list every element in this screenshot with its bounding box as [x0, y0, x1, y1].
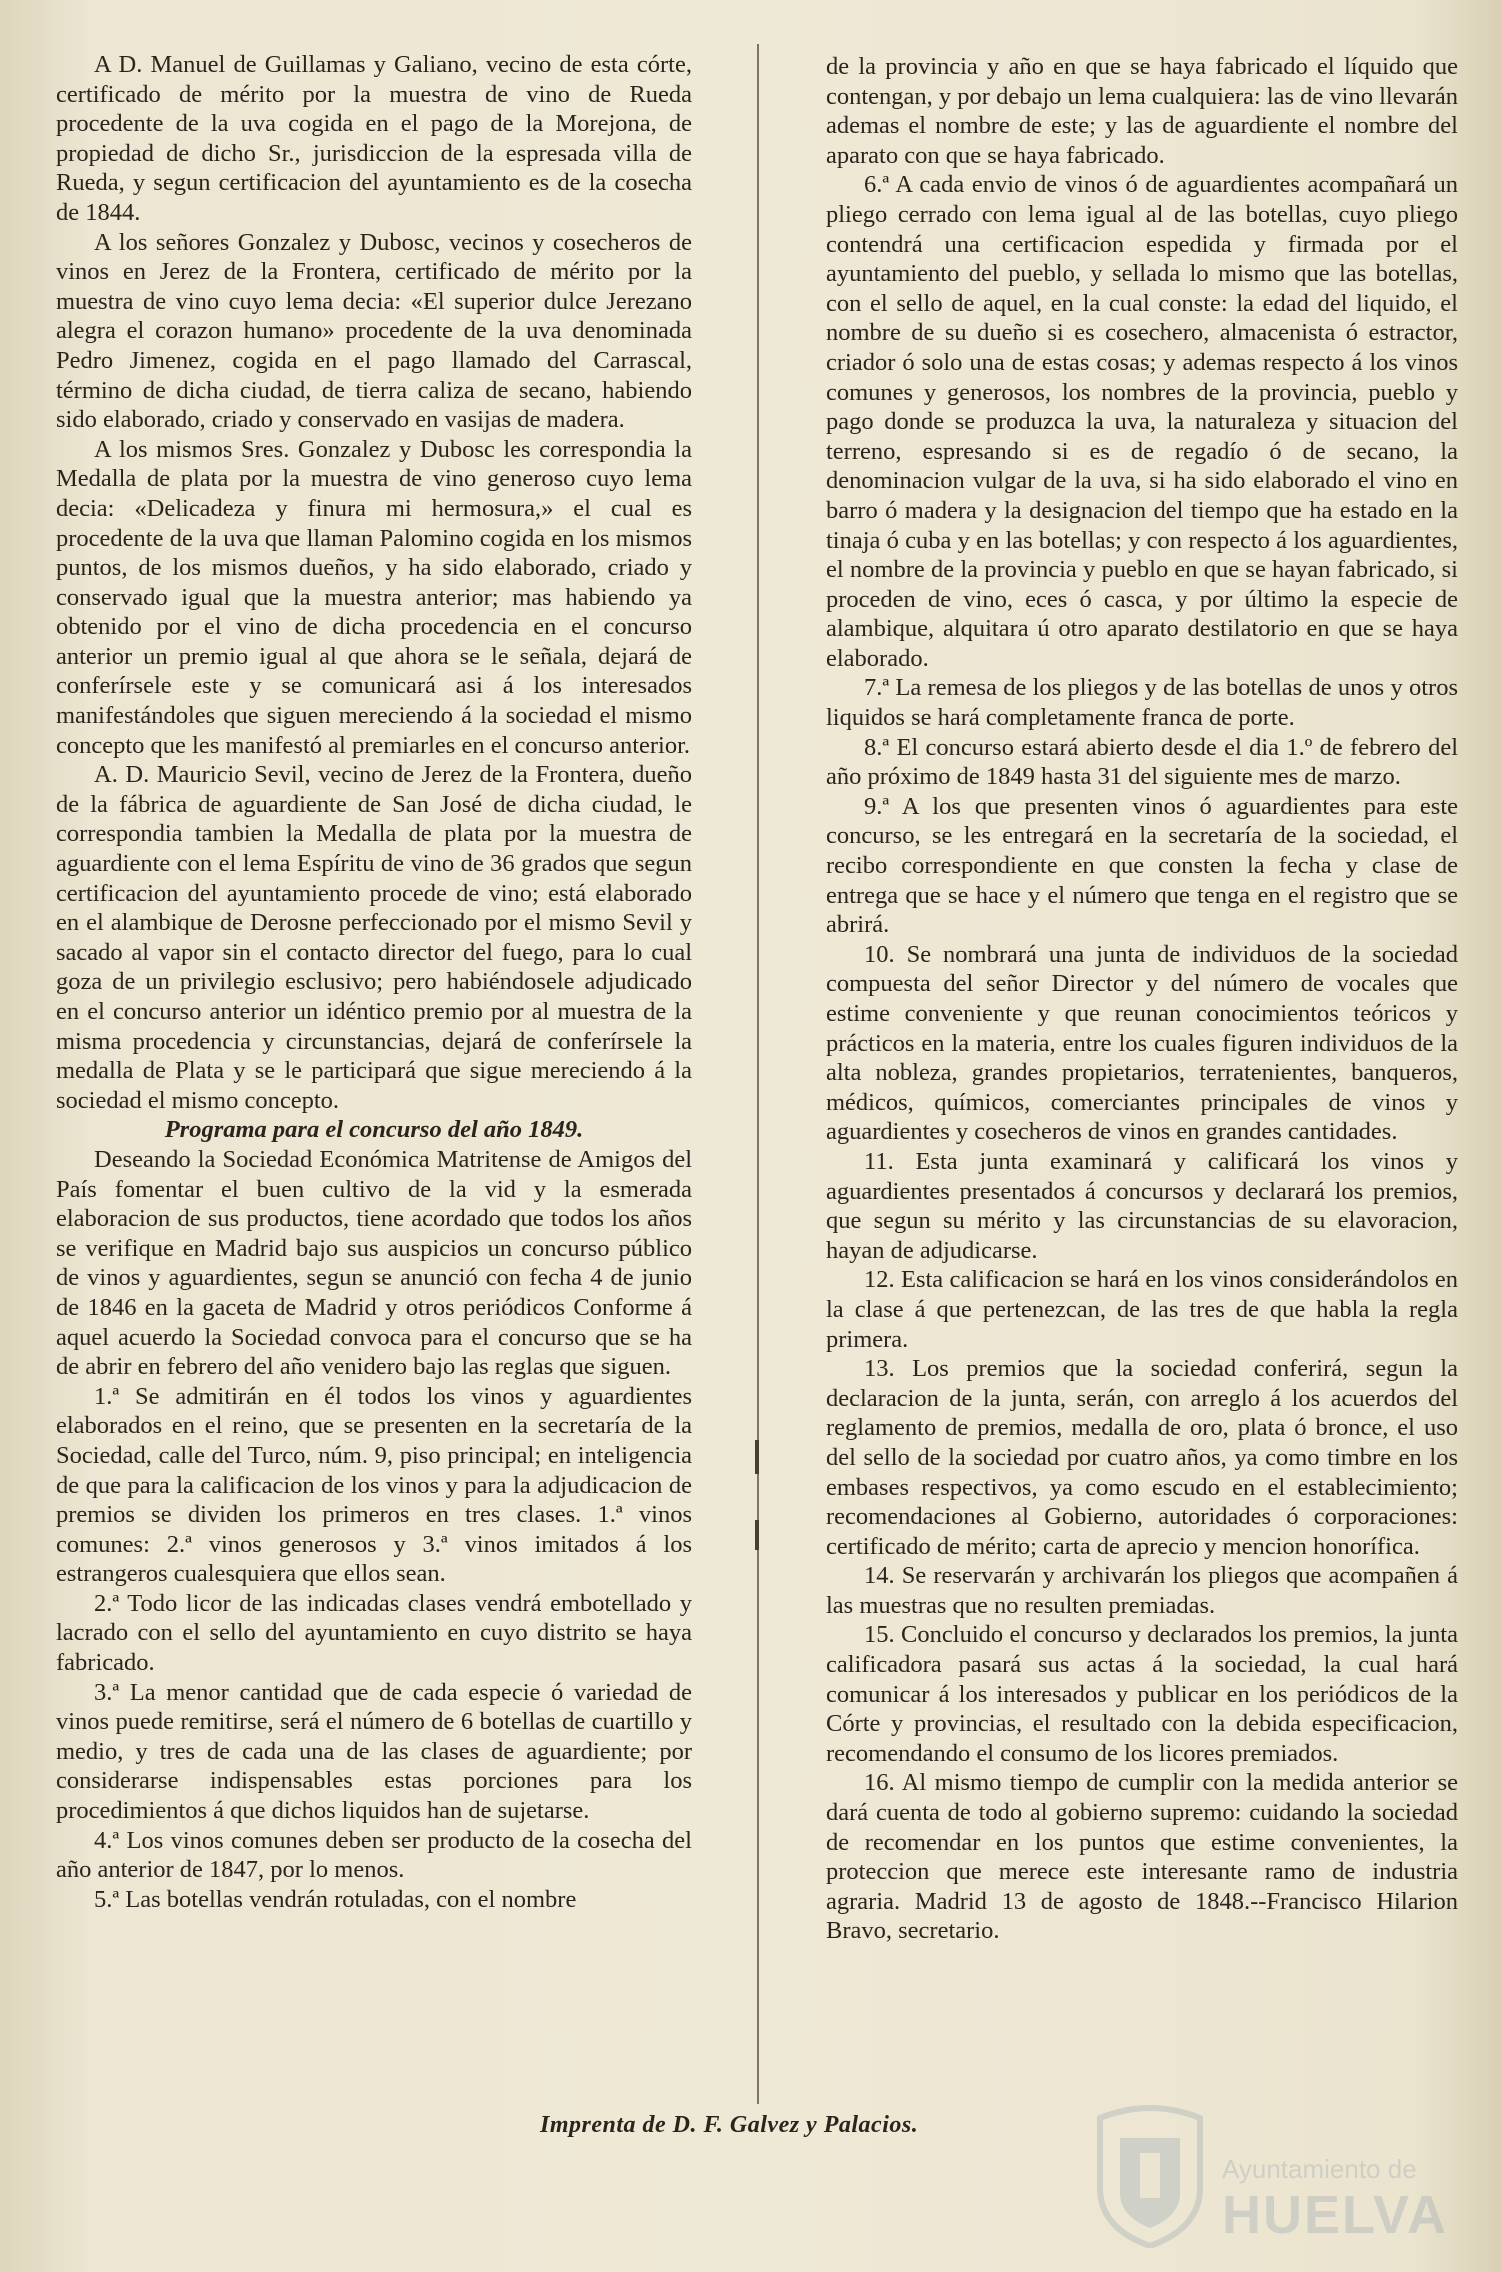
paragraph: 5.ª Las botellas vendrán rotuladas, con el nombre	[94, 1885, 577, 1913]
section-heading: Programa para el concurso del año 1849.	[164, 1116, 584, 1144]
watermark-line2: HUELVA	[1222, 2185, 1448, 2245]
paragraph: A los señores Gonzalez y Dubosc, vecinos y cosecheros de vinos en Jerez de la Frontera, certificado de mérito por la muestra de vino cuyo lema decia: «El superior dulce Jerezano alegra el corazon humano» procedente de la uva denominada Pedro Jimenez, cogida en el pago llamado del Carrascal, término de dicha ciudad, de tierra caliza de secano, habiendo sido elaborado, criado y conservado en vasijas de madera.	[56, 228, 692, 434]
paragraph: 9.ª A los que presenten vinos ó aguardientes para este concurso, se les entregará en la secretaría de la sociedad, el recibo correspondiente en que consten la fecha y clase de entrega que se hace y el número que tenga en el registro que se abrirá.	[826, 792, 1458, 939]
paragraph: 10. Se nombrará una junta de individuos de la sociedad compuesta del señor Director y del número de vocales que estime conveniente y que reunan conocimientos teóricos y prácticos en la materia, entre los cuales figuren individuos de la alta nobleza, grandes propietarios, terratenientes, banqueros, médicos, químicos, comerciantes principales de vinos y aguardientes y cosecheros de vinos en grandes cantidades.	[826, 940, 1458, 1146]
paragraph: de la provincia y año en que se haya fabricado el líquido que contengan, y por debajo un lema cualquiera: las de vino llevarán ademas el nombre de este; y las de aguardiente el nombre del aparato con que se haya fabricado.	[826, 53, 1458, 169]
paragraph: 12. Esta calificacion se hará en los vinos considerándolos en la clase á que pertenezcan, de las tres de que habla la regla primera.	[826, 1266, 1458, 1353]
paragraph: 13. Los premios que la sociedad conferirá, segun la declaracion de la junta, serán, con arreglo á los acuerdos del reglamento de premios, medalla de oro, plata ó bronce, el uso del sello de la sociedad por cuatro años, ya como timbre en los embases respectivos, ya como escudo en el establecimiento; recomendaciones al Gobierno, autoridades ó corporaciones: certificado de mérito; carta de aprecio y mencion honorífica.	[826, 1355, 1458, 1560]
paragraph: 7.ª La remesa de los pliegos y de las botellas de unos y otros liquidos se hará completamente franca de porte.	[826, 674, 1458, 732]
paragraph: A D. Manuel de Guillamas y Galiano, vecino de esta córte, certificado de mérito por la muestra de vino de Rueda procedente de la uva cogida en el pago de la Morejona, de propiedad de dicho Sr., jurisdiccion de la espresada villa de Rueda, y segun certificacion del ayuntamiento es de la cosecha de 1844.	[56, 51, 692, 226]
watermark-line1: Ayuntamiento de	[1222, 2154, 1417, 2184]
paragraph: Deseando la Sociedad Económica Matritense de Amigos del País fomentar el buen cultivo de la vid y la esmerada elaboracion de sus productos, tiene acordado que todos los años se verifique en Madrid bajo sus auspicios un concurso público de vinos y aguardientes, segun se anunció con fecha 4 de junio de 1846 en la gaceta de Madrid y otros periódicos Conforme á aquel acuerdo la Sociedad convoca para el concurso que se ha de abrir en febrero del año venidero bajo las reglas que siguen.	[56, 1145, 692, 1381]
paragraph: 6.ª A cada envio de vinos ó de aguardientes acompañará un pliego cerrado con lema igual al de las botellas, cuyo pliego contendrá una certificacion espedida y firmada por el ayuntamiento del pueblo, y sellada lo mismo que las botellas, con el sello de aquel, en la cual conste: la edad del liquido, el nombre de su dueño si es cosechero, almacenista ó estractor, criador ó solo una de estas cosas; y ademas respecto á los vinos comunes y generosos, los nombres de la provincia, pueblo y pago donde se produzca la uva, la naturaleza y situacion del terreno, espresando si es de regadío ó de secano, la denominacion vulgar de la uva, si ha sido elaborado el vino en barro ó madera y la designacion del tiempo que ha estado en la tinaja ó cuba y en las botellas; y con respecto á los aguardientes, el nombre de la provincia y pueblo en que se hayan fabricado, si proceden de vino, eces ó casca, y por último la especie de alambique, alquitara ú otro aparato destilatorio en que se haya elaborado.	[826, 171, 1458, 672]
paragraph: 11. Esta junta examinará y calificará los vinos y aguardientes presentados á concursos y declarará los premios, que segun su mérito y las circunstancias de su elavoracion, hayan de adjudicarse.	[826, 1147, 1458, 1264]
watermark	[1090, 2098, 1448, 2258]
paragraph: 8.ª El concurso estará abierto desde el dia 1.º de febrero del año próximo de 1849 hasta 31 del siguiente mes de marzo.	[826, 733, 1458, 791]
paragraph: A los mismos Sres. Gonzalez y Dubosc les correspondia la Medalla de plata por la muestra de vino generoso cuyo lema decia: «Delicadeza y finura mi hermosura,» el cual es procedente de la uva que llaman Palomino cogida en los mismos puntos, de los mismos dueños, y ha sido elaborado, criado y conservado igual que la muestra anterior; mas habiendo ya obtenido por el vino de dicha procedencia en el concurso anterior un premio igual al que ahora se le señala, dejará de conferírsele este y se comunicará asi á los interesados manifestándoles que siguen mereciendo á la sociedad el mismo concepto que les manifestó al premiarles en el concurso anterior.	[56, 435, 692, 759]
printer-imprint: Imprenta de D. F. Galvez y Palacios.	[540, 2112, 919, 2138]
paragraph: 1.ª Se admitirán en él todos los vinos y aguardientes elaborados en el reino, que se presenten en la secretaría de la Sociedad, calle del Turco, núm. 9, piso principal; en inteligencia de que para la calificacion de los vinos y para la adjudicacion de premios se dividen los primeros en tres clases. 1.ª vinos comunes: 2.ª vinos generosos y 3.ª vinos imitados á los estrangeros cualesquiera que ellos sean.	[56, 1382, 692, 1588]
paragraph: 4.ª Los vinos comunes deben ser producto de la cosecha del año anterior de 1847, por lo menos.	[56, 1826, 692, 1884]
right-column	[826, 52, 1458, 1946]
paragraph: A. D. Mauricio Sevil, vecino de Jerez de la Frontera, dueño de la fábrica de aguardiente de San José de dicha ciudad, le correspondia tambien la Medalla de plata por la muestra de aguardiente con el lema Espíritu de vino de 36 grados que segun certificacion del ayuntamiento procede de vino; está elaborado en el alambique de Derosne perfeccionado por el mismo Sevil y sacado al vapor sin el contacto director del fuego, para lo cual goza de un privilegio esclusivo; pero habiéndosele adjudicado en el concurso anterior un idéntico premio por al muestra de la misma procedencia y circunstancias, dejará de conferírsele la medalla de Plata y se le participará que sigue mereciendo á la sociedad el mismo concepto.	[56, 761, 692, 1114]
paragraph: 16. Al mismo tiempo de cumplir con la medida anterior se dará cuenta de todo al gobierno supremo: cuidando la sociedad de recomendar en los puntos que estime convenientes, la proteccion que merece este interesante ramo de industria agraria. Madrid 13 de agosto de 1848.--Francisco Hilarion Bravo, secretario.	[826, 1769, 1458, 1945]
divider-mark	[755, 1440, 759, 1474]
paragraph: 15. Concluido el concurso y declarados los premios, la junta calificadora pasará sus actas á la sociedad, la cual hará comunicar á los interesados y publicar en los periódicos de la Córte y provincias, el resultado con la debida especificacion, recomendando el consumo de los licores premiados.	[826, 1621, 1458, 1767]
paragraph: 14. Se reservarán y archivarán los pliegos que acompañen á las muestras que no resulten premiadas.	[826, 1562, 1458, 1619]
paragraph: 2.ª Todo licor de las indicadas clases vendrá embotellado y lacrado con el sello del ayuntamiento en cuyo distrito se haya fabricado.	[56, 1589, 692, 1677]
paragraph: 3.ª La menor cantidad que de cada especie ó variedad de vinos puede remitirse, será el número de 6 botellas de cuartillo y medio, y tres de cada una de las clases de aguardiente; por considerarse indispensables estas porciones para los procedimientos á que dichos liquidos han de sujetarse.	[56, 1678, 692, 1825]
shield-crest-icon	[1090, 2098, 1210, 2248]
column-divider	[757, 44, 759, 2104]
left-column	[56, 50, 692, 1914]
divider-mark	[755, 1520, 759, 1550]
